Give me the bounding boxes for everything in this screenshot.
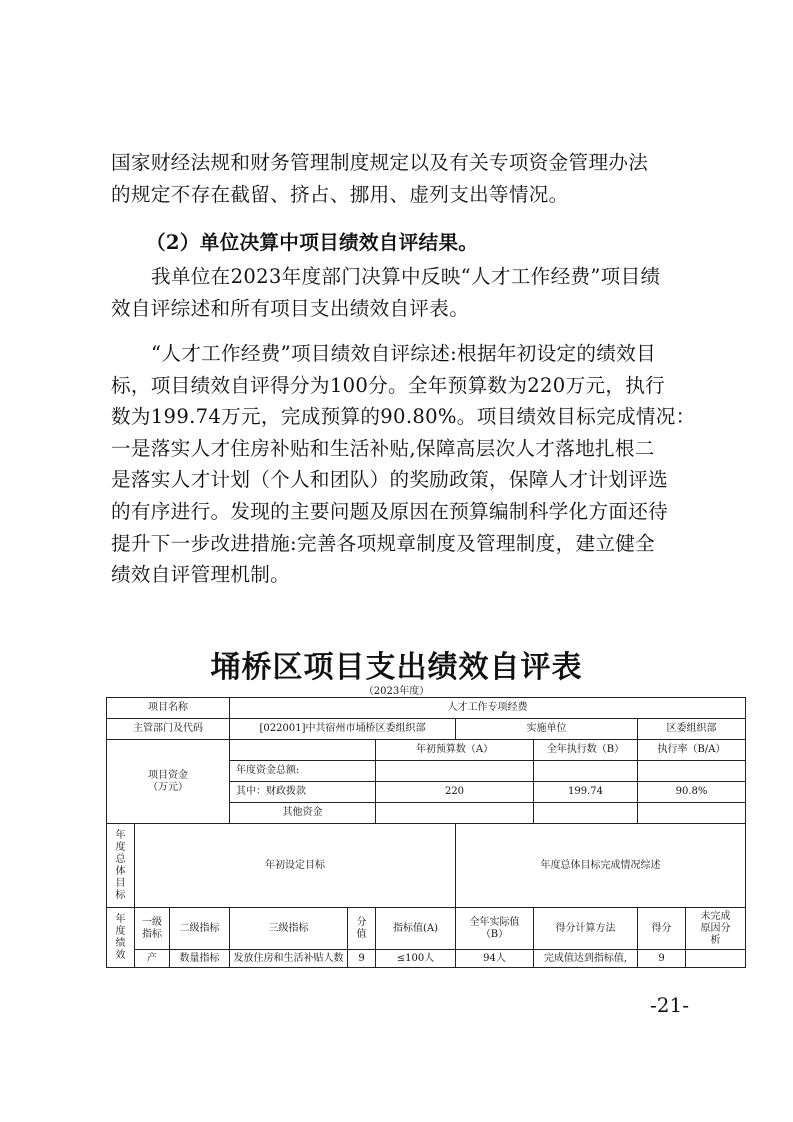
reason-cell <box>686 950 746 968</box>
page-number: -21- <box>650 993 689 1017</box>
score-cell: 9 <box>638 950 686 968</box>
score-header: 得分 <box>638 908 686 950</box>
text-line: 标，项目绩效自评得分为100分。全年预算数为220万元，执行 <box>111 373 666 397</box>
funds-header-blank <box>230 740 376 761</box>
paragraph-intro <box>111 261 693 324</box>
row-other-label: 其他资金 <box>230 803 376 824</box>
perf-vertical-label <box>107 908 135 968</box>
method-header: 得分计算方法 <box>534 908 638 950</box>
vertical-char: 效 <box>115 949 126 961</box>
target-cell: ≤100人 <box>376 950 456 968</box>
vertical-char: 体 <box>115 865 126 877</box>
actual-header <box>456 908 534 950</box>
paragraph-regulations <box>111 147 693 210</box>
table-row <box>107 719 746 740</box>
actual-cell: 94人 <box>456 950 534 968</box>
goal-vertical-label <box>107 824 135 908</box>
performance-table <box>106 697 746 968</box>
text-line: 是落实人才计划（个人和团队）的奖励政策，保障人才计划评选 <box>111 468 669 492</box>
text-line: 我单位在2023年度部门决算中反映“人才工作经费”项目绩 <box>151 265 661 288</box>
other-rate <box>638 803 746 824</box>
vertical-char: 标 <box>115 889 126 901</box>
table-row <box>107 824 746 908</box>
header-line: （B） <box>480 928 509 940</box>
level3-cell: 发放住房和生活补贴人数 <box>230 950 348 968</box>
other-budget <box>376 803 534 824</box>
table-row <box>107 698 746 719</box>
vertical-char: 度 <box>115 925 126 937</box>
vertical-char: 绩 <box>115 937 126 949</box>
row-total-label: 年度资金总额: <box>230 761 376 782</box>
method-cell: 完成值达到指标值, <box>534 950 638 968</box>
table-row <box>107 908 746 950</box>
score-value-cell: 9 <box>348 950 376 968</box>
table-row <box>107 740 746 761</box>
row-fiscal-label: 其中：财政拨款 <box>230 782 376 803</box>
header-line: 原因分 <box>700 922 731 934</box>
dept-value: [022001]中共宿州市埇桥区委组织部 <box>230 719 456 740</box>
total-budget <box>376 761 534 782</box>
text-line: （2）单位决算中项目绩效自评结果。 <box>146 231 479 254</box>
header-line: 值 <box>356 928 367 940</box>
fiscal-exec: 199.74 <box>534 782 638 803</box>
goal-set-header: 年初设定目标 <box>135 824 456 908</box>
vertical-char: 目 <box>115 877 126 889</box>
text-line: 数为199.74万元，完成预算的90.80%。项目绩效目标完成情况： <box>111 405 696 429</box>
funds-label-line: （万元） <box>148 781 188 793</box>
level1-header <box>135 908 170 950</box>
text-line: “人才工作经费”项目绩效自评综述:根据年初设定的绩效目 <box>151 342 656 365</box>
text-line: 一是落实人才住房补贴和生活补贴,保障高层次人才落地扎根二 <box>111 436 655 460</box>
dept-label: 主管部门及代码 <box>107 719 230 740</box>
level2-header: 二级指标 <box>170 908 230 950</box>
total-exec <box>534 761 638 782</box>
text-line: 国家财经法规和财务管理制度规定以及有关专项资金管理办法 <box>111 151 649 174</box>
header-line: 指标 <box>142 928 162 940</box>
goal-summary-header: 年度总体目标完成情况综述 <box>456 824 746 908</box>
fiscal-rate: 90.8% <box>638 782 746 803</box>
fiscal-budget: 220 <box>376 782 534 803</box>
header-line: 析 <box>710 934 721 946</box>
table-title: 埇桥区项目支出绩效自评表 <box>210 650 583 685</box>
project-name-value: 人才工作专项经费 <box>230 698 746 719</box>
vertical-char: 年 <box>115 829 126 841</box>
text-line: 效自评综述和所有项目支出绩效自评表。 <box>111 296 470 320</box>
table-year: （2023年度） <box>363 686 430 697</box>
impl-label: 实施单位 <box>456 719 638 740</box>
text-line: 的有序进行。发现的主要问题及原因在预算编制科学化方面还待 <box>111 499 669 523</box>
col-rate-header: 执行率（B/A） <box>638 740 746 761</box>
section-heading <box>146 227 728 259</box>
reason-header <box>686 908 746 950</box>
vertical-char: 总 <box>115 853 126 865</box>
text-line: 的规定不存在截留、挤占、挪用、虚列支出等情况。 <box>111 182 569 206</box>
col-budget-header: 年初预算数（A） <box>376 740 534 761</box>
funds-label-line: 项目资金 <box>148 769 188 781</box>
header-line: 未完成 <box>700 910 731 922</box>
text-line: 绩效自评管理机制。 <box>111 563 291 587</box>
target-header: 指标值(A) <box>376 908 456 950</box>
header-line: 全年实际值 <box>469 916 520 928</box>
vertical-char: 年 <box>115 913 126 925</box>
text-line: 提升下一步改进措施:完善各项规章制度及管理制度，建立健全 <box>111 531 656 555</box>
header-line: 一级 <box>142 916 162 928</box>
level1-cell: 产 <box>135 950 170 968</box>
level3-header: 三级指标 <box>230 908 348 950</box>
score-value-header <box>348 908 376 950</box>
col-exec-header: 全年执行数（B） <box>534 740 638 761</box>
total-rate <box>638 761 746 782</box>
header-line: 分 <box>356 916 367 928</box>
level2-cell: 数量指标 <box>170 950 230 968</box>
paragraph-summary <box>111 338 696 591</box>
table-row <box>107 950 746 968</box>
impl-value: 区委组织部 <box>638 719 746 740</box>
project-name-label: 项目名称 <box>107 698 230 719</box>
funds-label <box>107 740 230 824</box>
other-exec <box>534 803 638 824</box>
vertical-char: 度 <box>115 841 126 853</box>
